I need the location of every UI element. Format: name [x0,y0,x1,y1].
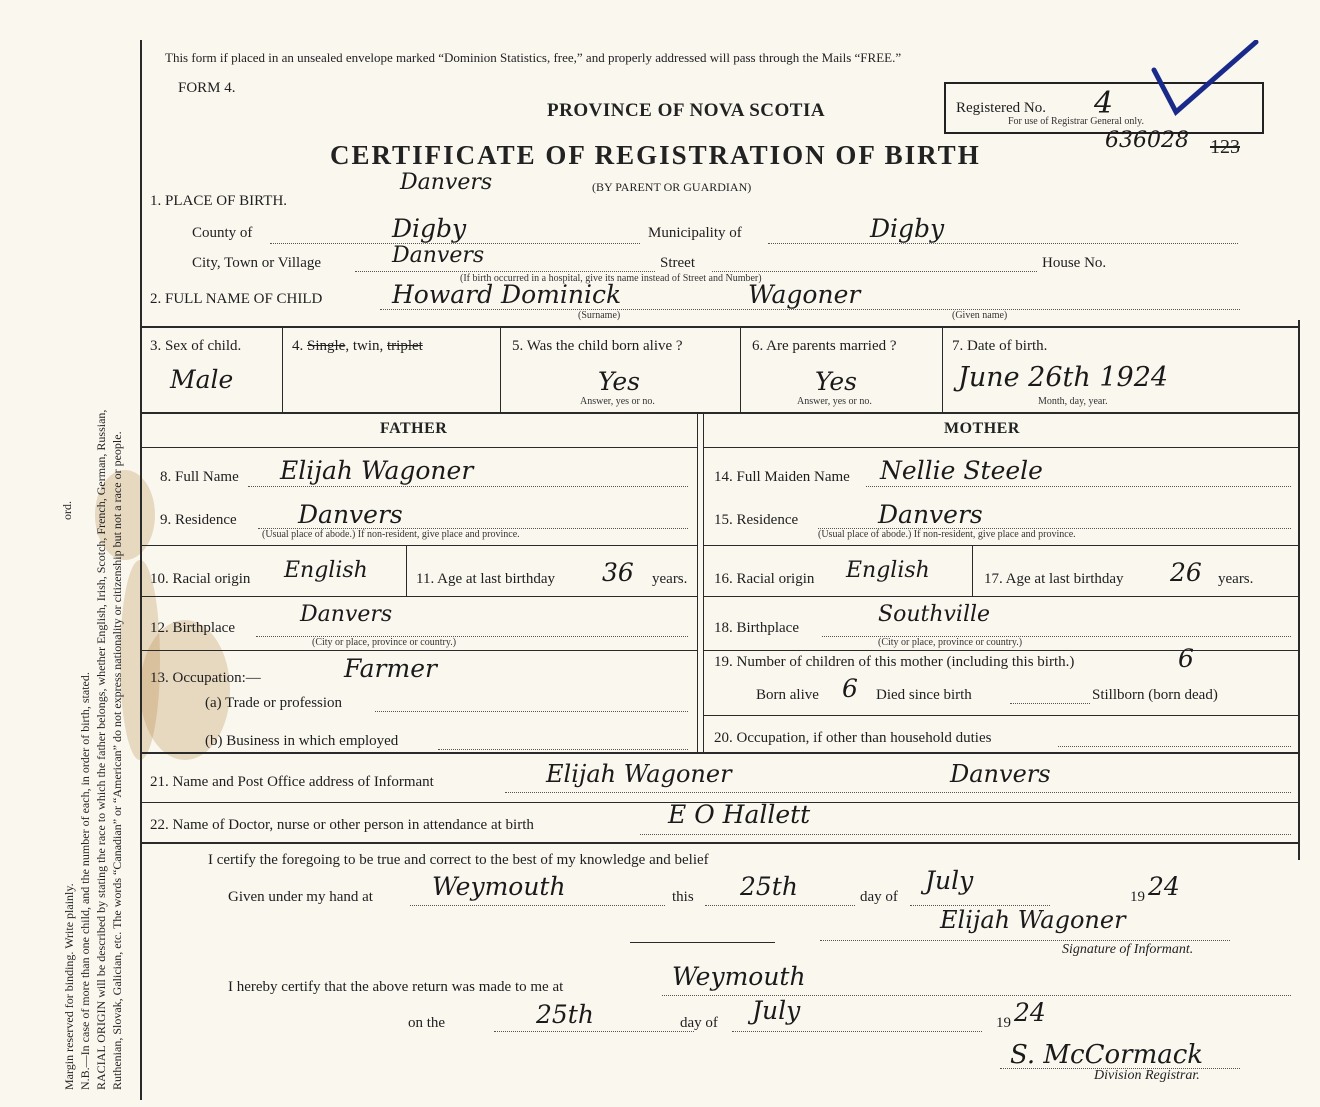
cell-divider [942,326,943,412]
margin-nb-note: N.B.—In case of more than one child, and the number of each, in order of birth, stated. [78,672,92,1090]
mother-divider-4 [703,715,1300,716]
given-day-of-label: day of [860,889,898,905]
cell-divider [500,326,501,412]
father-name-value: Elijah Wagoner [280,456,474,485]
given-month-value: July [925,866,974,895]
dob-label: 7. Date of birth. [952,338,1048,354]
dob-value: June 26th 1924 [958,362,1169,393]
mother-divider-2 [703,596,1300,597]
registrar-signature-label: Division Registrar. [1094,1068,1200,1083]
father-trade-label: (a) Trade or profession [205,695,343,711]
plurality-single: Single [307,338,346,354]
mother-residence-label: 15. Residence [714,512,799,528]
municipality-label: Municipality of [648,225,742,241]
registrar-month-value: July [752,996,801,1025]
city-line [355,271,655,272]
stillborn-label: Stillborn (born dead) [1092,687,1218,703]
father-heading-line [140,447,698,448]
mother-name-label: 14. Full Maiden Name [714,469,850,485]
dob-note: Month, day, year. [1038,396,1108,407]
informant-name-value: Elijah Wagoner [546,760,732,788]
father-birthplace-label: 12. Birthplace [150,620,235,636]
county-label: County of [192,225,253,241]
margin-frag: ord. [60,501,74,520]
born-alive-count-value: 6 [842,674,858,703]
given-place-value: Weymouth [432,872,566,901]
father-racial-label: 10. Racial origin [150,571,251,587]
child-name-line [380,309,1240,310]
died-since-birth-label: Died since birth [876,687,972,703]
father-residence-label: 9. Residence [160,512,237,528]
plurality-num: 4. [292,338,304,354]
father-residence-note: (Usual place of abode.) If non-resident, give place and province. [262,529,520,540]
parents-married-note: Answer, yes or no. [797,396,872,407]
place-label: 1. PLACE OF BIRTH. [150,193,288,209]
father-age-value: 36 [602,558,634,587]
mother-heading-line [703,447,1300,448]
cell-divider [740,326,741,412]
parents-center-divider-2 [703,412,704,752]
mother-birthplace-note: (City or place, province or country.) [878,637,1023,648]
mother-name-line [866,486,1291,487]
municipality-line [768,243,1238,244]
given-year-value: 24 [1148,872,1180,901]
mother-occupation-line [1058,746,1291,747]
mother-residence-value: Danvers [878,500,983,529]
margin-racial-note-1: RACIAL ORIGIN will be described by stating the race to which the father belongs, whether English, Irish, Scotch, French, German, Russian, [94,409,108,1090]
form-left-border [140,40,142,1100]
informant-label: 21. Name and Post Office address of Informant [150,774,434,790]
mother-racial-label: 16. Racial origin [714,571,815,587]
died-since-birth-line [1010,703,1090,704]
given-year-prefix: 19 [1130,889,1145,905]
plurality-label [292,338,423,355]
mother-age-label: 17. Age at last birthday [984,571,1124,587]
form-number: FORM 4. [178,80,236,96]
registrar-note: For use of Registrar General only. [1008,116,1144,127]
parents-married-label: 6. Are parents married ? [752,338,897,354]
father-years-label: years. [652,571,688,587]
parents-center-divider [697,412,698,752]
father-occupation-label: 13. Occupation:— [150,670,261,686]
registrar-place-value: Weymouth [672,962,806,991]
certificate-subtitle: (BY PARENT OR GUARDIAN) [592,180,752,194]
father-racial-value: English [284,558,368,583]
divider-informant [140,752,1300,754]
registered-label: Registered No. [956,100,1046,116]
registrar-day-line [494,1031,694,1032]
checkmark-icon [1150,40,1260,120]
sex-value: Male [170,365,234,394]
cell-divider [282,326,283,412]
registrar-year-prefix: 19 [996,1015,1011,1031]
place-value: Danvers [400,170,493,195]
registrar-signature-value: S. McCormack [1010,1040,1204,1070]
registrar-month-line [732,1031,982,1032]
mother-years-label: years. [1218,571,1254,587]
mother-birthplace-value: Southville [878,602,991,627]
mother-birthplace-label: 18. Birthplace [714,620,799,636]
child-surname-value: Wagoner [748,280,861,309]
mother-residence-note: (Usual place of abode.) If non-resident, give place and province. [818,529,1076,540]
informant-signature-line [820,940,1230,941]
mother-heading: MOTHER [944,420,1020,437]
born-alive-note: Answer, yes or no. [580,396,655,407]
given-place-line [410,905,665,906]
plurality-triplet: triplet [387,338,423,354]
city-label: City, Town or Village [192,255,322,271]
mother-divider-1 [703,545,1300,546]
margin-racial-note-2: Ruthenian, Slovak, Galician, etc. The words “Canadian” or “American” do not express nationality or citizenship but not a race or people. [110,431,124,1090]
father-birthplace-value: Danvers [300,602,393,627]
father-residence-value: Danvers [298,500,403,529]
given-under-label: Given under my hand at [228,889,373,905]
doctor-line [640,834,1291,835]
street-label: Street [660,255,695,271]
father-name-line [248,486,688,487]
given-day-line [705,905,855,906]
father-birthplace-note: (City or place, province or country.) [312,637,457,648]
father-name-label: 8. Full Name [160,469,239,485]
registrar-day-of-label: day of [680,1015,718,1031]
mother-age-value: 26 [1170,558,1202,587]
hospital-note: (If birth occurred in a hospital, give its name instead of Street and Number) [460,273,762,284]
father-business-line [438,749,688,750]
mother-racial-value: English [846,558,930,583]
informant-signature-label: Signature of Informant. [1062,942,1194,957]
father-trade-line [375,711,688,712]
given-name-note: (Given name) [952,310,1008,321]
father-business-label: (b) Business in which employed [205,733,399,749]
form-right-border [1298,320,1300,860]
father-divider-3 [140,650,698,651]
given-day-value: 25th [740,872,798,901]
registrar-on-the-label: on the [408,1015,446,1031]
born-alive-value: Yes [598,367,640,396]
father-divider-1 [140,545,698,546]
this-label: this [672,889,694,905]
surname-note: (Surname) [578,310,621,321]
father-age-label: 11. Age at last birthday [416,571,555,587]
parents-married-value: Yes [815,367,857,396]
cell-divider [972,546,973,596]
sex-label: 3. Sex of child. [150,338,242,354]
struck-number: 123 [1210,136,1240,158]
informant-address-value: Danvers [950,760,1051,788]
divider-row-3 [140,326,1300,328]
province-heading: PROVINCE OF NOVA SCOTIA [547,100,826,121]
mother-occupation-label: 20. Occupation, if other than household duties [714,730,992,746]
child-given-name-value: Howard Dominick [392,280,622,309]
doctor-value: E O Hallett [668,800,811,829]
father-occupation-value: Farmer [344,654,437,683]
born-alive-label: 5. Was the child born alive ? [512,338,683,354]
registered-value: 4 [1094,86,1114,121]
cell-divider [406,546,407,596]
mother-children-value: 6 [1178,644,1194,673]
informant-line [505,792,1291,793]
mother-name-value: Nellie Steele [880,456,1043,485]
short-divider [630,942,775,943]
mother-divider-3 [703,650,1300,651]
born-alive-count-label: Born alive [756,687,819,703]
mail-notice: This form if placed in an unsealed envelope marked “Dominion Statistics, free,” and properly addressed will pass through the Mails “FREE.” [165,50,902,65]
county-value: Digby [392,214,467,243]
stamp-number: 636028 [1105,128,1189,153]
plurality-twin: , twin, [345,338,384,354]
father-heading: FATHER [380,420,448,437]
municipality-value: Digby [870,214,945,243]
father-divider-2 [140,596,698,597]
city-value: Danvers [392,243,485,268]
certificate-title: CERTIFICATE OF REGISTRATION OF BIRTH [330,140,981,170]
registrar-day-value: 25th [536,1000,594,1029]
street-line [712,271,1037,272]
doctor-label: 22. Name of Doctor, nurse or other person in attendance at birth [150,817,534,833]
certify-statement: I certify the foregoing to be true and correct to the best of my knowledge and belief [208,852,709,868]
child-name-label: 2. FULL NAME OF CHILD [150,291,323,307]
registrar-year-value: 24 [1014,998,1046,1027]
informant-signature-value: Elijah Wagoner [940,906,1126,934]
house-label: House No. [1042,255,1107,271]
mother-children-label: 19. Number of children of this mother (including this birth.) [714,654,1075,670]
divider-parents [140,412,1300,414]
divider-certify [140,842,1300,844]
registrar-statement: I hereby certify that the above return was made to me at [228,979,564,995]
margin-binding-note: Margin reserved for binding. Write plainly. [62,883,76,1090]
